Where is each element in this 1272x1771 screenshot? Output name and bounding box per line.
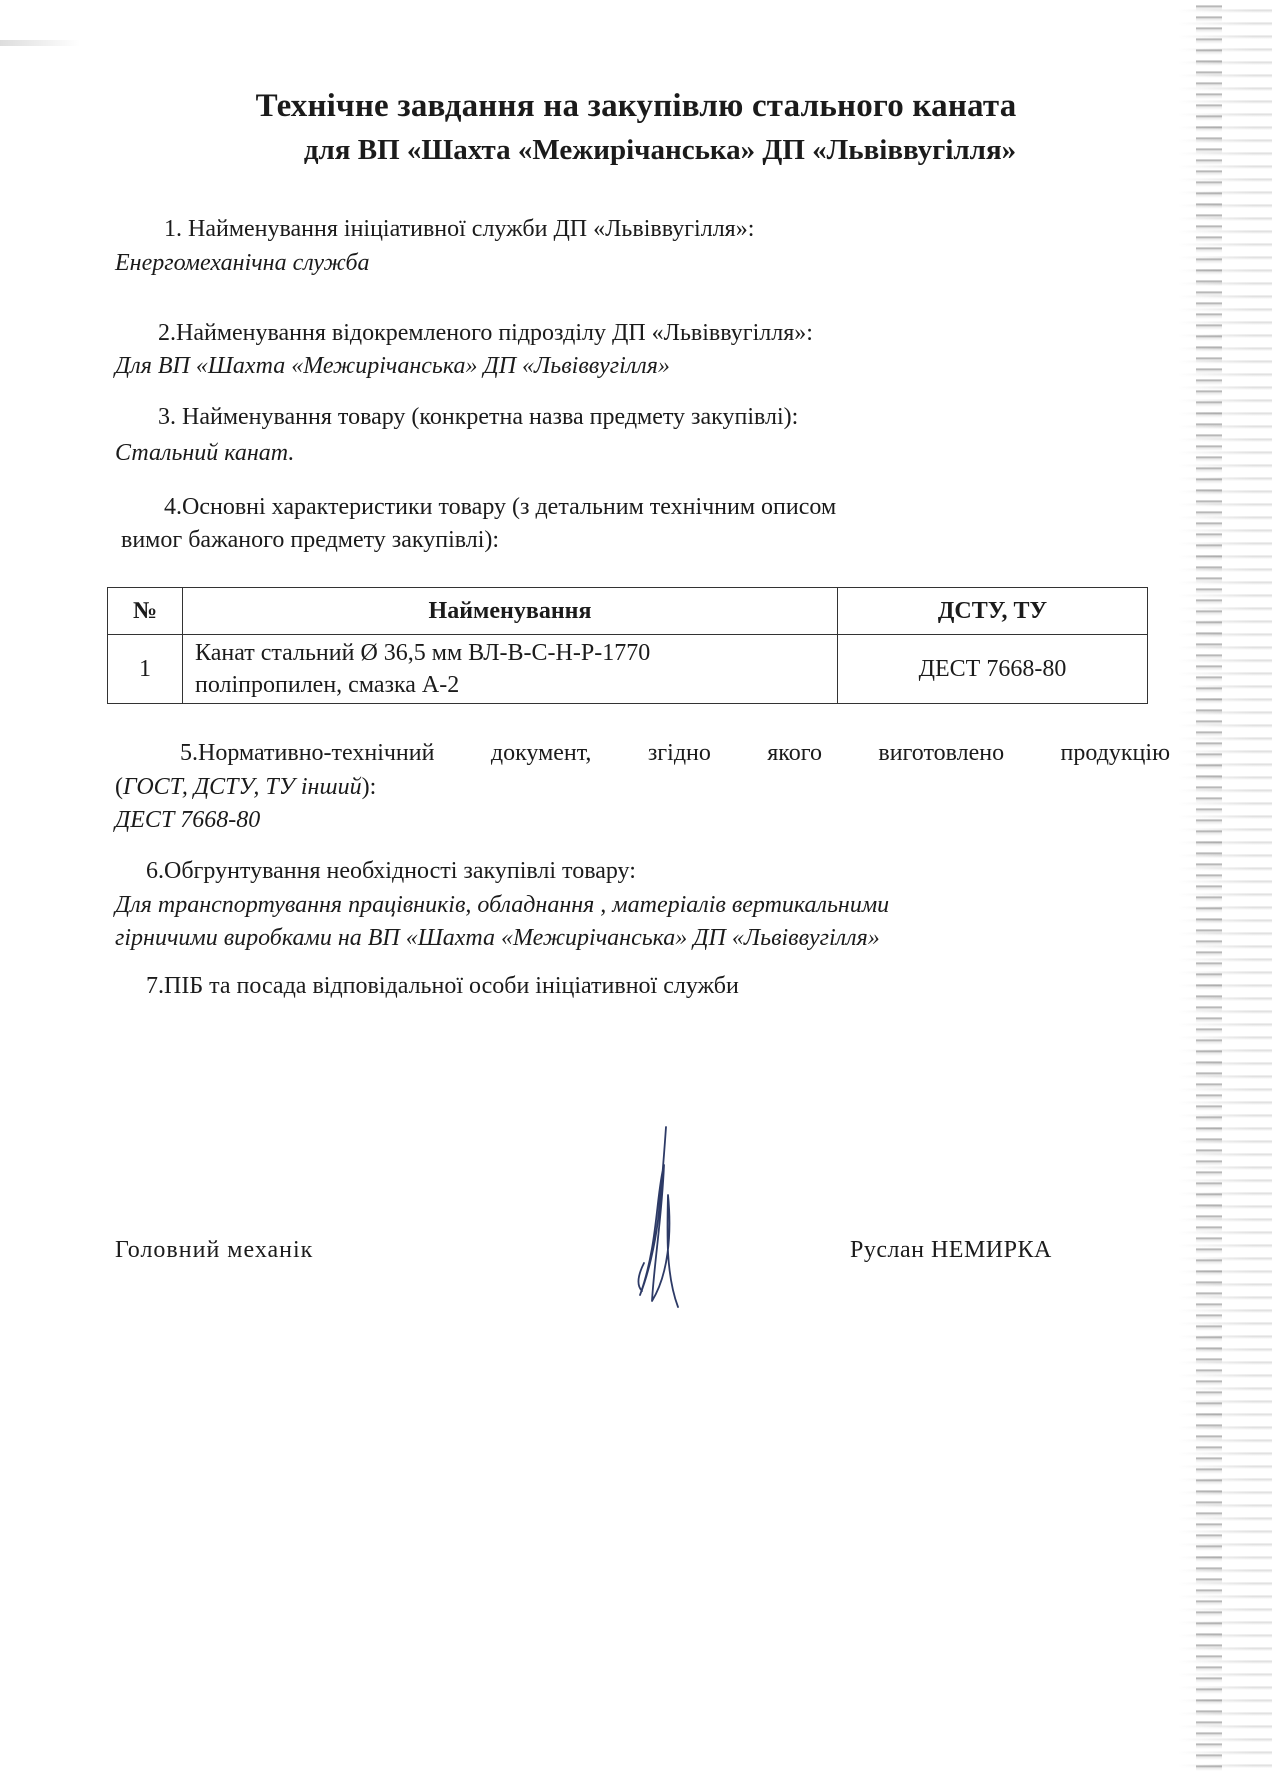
- scan-artifact: [0, 40, 80, 46]
- section-5-paren-open: (: [115, 774, 123, 800]
- table-header-row: [108, 588, 1148, 635]
- section-5-value: ДЕСТ 7668-80: [115, 807, 261, 833]
- row-item-name: [183, 635, 838, 704]
- row-number: 1: [108, 635, 183, 704]
- signatory-position: Головний механік: [115, 1237, 314, 1263]
- scan-edge-artifact: [1178, 0, 1272, 1771]
- section-2-value: Для ВП «Шахта «Межирічанська» ДП «Львіввугілля»: [115, 353, 670, 379]
- section-4-label-line2: вимог бажаного предмету закупівлі):: [121, 527, 500, 553]
- row-standard: ДЕСТ 7668-80: [838, 635, 1148, 704]
- section-2-label: 2.Найменування відокремленого підрозділу ДП «Львіввугілля»:: [158, 320, 813, 346]
- section-6-value-line2: гірничими виробками на ВП «Шахта «Межирічанська» ДП «Львіввугілля»: [115, 925, 880, 951]
- section-3-value: Стальний канат.: [115, 440, 295, 466]
- section-6-value-line1: Для транспортування працівників, обладнання , матеріалів вертикальними: [115, 892, 890, 918]
- section-5-doc-types: ГОСТ, ДСТУ, ТУ інший: [123, 774, 362, 800]
- column-header-number: №: [108, 588, 183, 635]
- section-1-label: 1. Найменування ініціативної служби ДП «Львіввугілля»:: [164, 216, 755, 242]
- column-header-standard: ДСТУ, ТУ: [838, 588, 1148, 635]
- section-5-label-line2: [115, 774, 376, 801]
- section-4-label-line1: 4.Основні характеристики товару (з детальним технічним описом: [164, 494, 837, 520]
- document-title: Технічне завдання на закупівлю стального каната: [255, 88, 1017, 124]
- handwritten-signature: [618, 1125, 698, 1310]
- row-item-name-line2: поліпропилен, смазка А-2: [195, 672, 460, 698]
- section-1-value: Енергомеханічна служба: [115, 250, 370, 276]
- scan-edge-strip: [1196, 0, 1222, 1771]
- section-7-label: 7.ПІБ та посада відповідальної особи ініціативної служби: [146, 973, 739, 999]
- specification-table: [107, 587, 1148, 704]
- row-item-name-line1: Канат стальний Ø 36,5 мм ВЛ-В-С-Н-Р-1770: [195, 640, 651, 666]
- section-5-label-line1: 5.Нормативно-технічний документ, згідно якого виготовлено продукцію: [180, 740, 1170, 766]
- column-header-name: Найменування: [183, 588, 838, 635]
- section-5-paren-close: ):: [361, 774, 377, 800]
- signatory-name: Руслан НЕМИРКА: [850, 1237, 1052, 1263]
- section-3-label: 3. Найменування товару (конкретна назва предмету закупівлі):: [158, 404, 799, 430]
- table-row: [108, 635, 1148, 704]
- section-6-label: 6.Обгрунтування необхідності закупівлі товару:: [146, 858, 636, 884]
- document-subtitle: для ВП «Шахта «Межирічанська» ДП «Львіввугілля»: [303, 134, 1017, 166]
